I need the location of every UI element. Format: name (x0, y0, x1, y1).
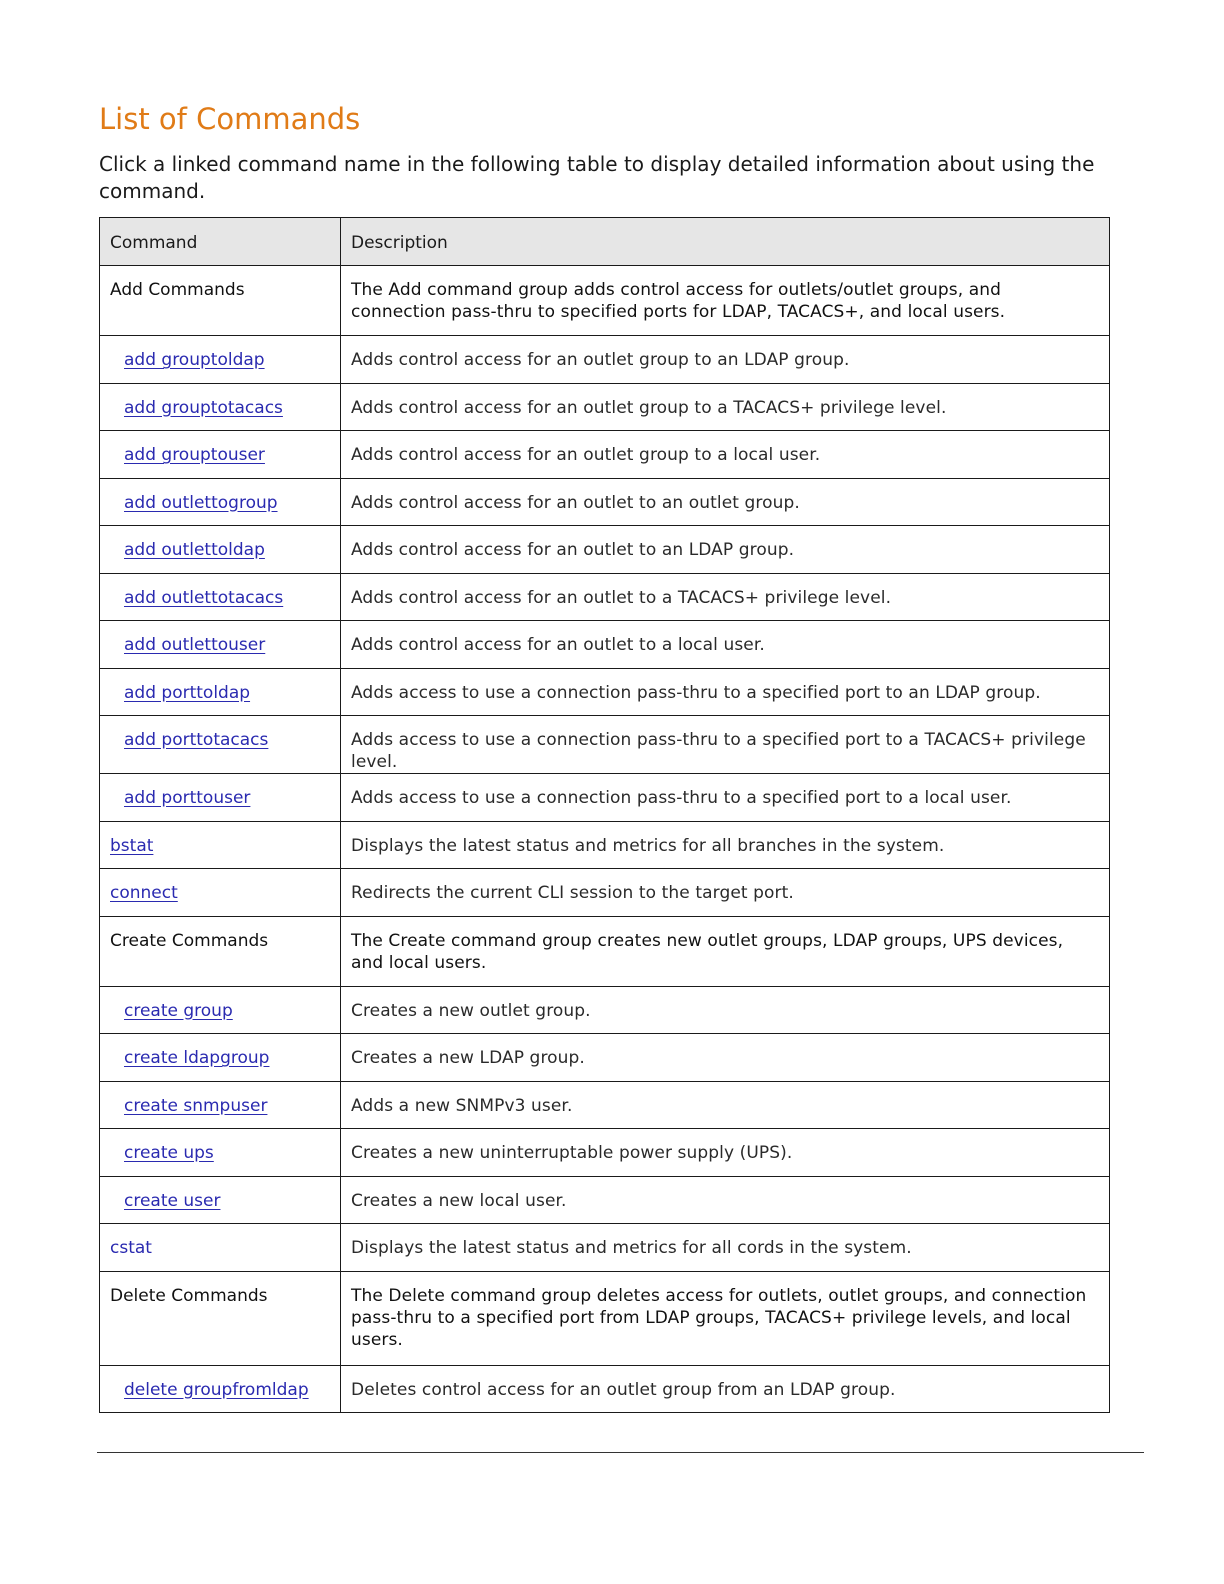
table-row (100, 716, 1110, 774)
table-row (100, 621, 1110, 669)
command-cell (100, 573, 341, 621)
command-description: Adds access to use a connection pass-thru to a specified port to a TACACS+ privilege level. (341, 716, 1110, 774)
command-link[interactable]: create group (124, 1000, 233, 1021)
table-row (100, 1034, 1110, 1082)
command-cell (100, 668, 341, 716)
command-cell (100, 431, 341, 479)
command-cell (100, 986, 341, 1034)
command-link[interactable]: add outlettotacacs (124, 587, 284, 608)
command-link[interactable]: bstat (110, 835, 154, 856)
command-description: Displays the latest status and metrics for all branches in the system. (341, 821, 1110, 869)
table-row (100, 336, 1110, 384)
command-link[interactable]: add outlettouser (124, 635, 266, 655)
command-link[interactable]: add outlettogroup (124, 492, 278, 513)
command-description: Creates a new outlet group. (341, 986, 1110, 1034)
table-row (100, 1176, 1110, 1224)
command-link[interactable]: add porttouser (124, 788, 251, 808)
table-row (100, 774, 1110, 822)
table-row (100, 869, 1110, 917)
command-cell (100, 336, 341, 384)
command-link[interactable]: add grouptotacacs (124, 397, 283, 418)
table-row (100, 478, 1110, 526)
command-cell (100, 478, 341, 526)
command-description: Adds control access for an outlet group to a TACACS+ privilege level. (341, 383, 1110, 431)
command-group-label: Delete Commands (110, 1285, 268, 1306)
command-description: Redirects the current CLI session to the target port. (341, 869, 1110, 917)
command-cell (100, 621, 341, 669)
command-description: Adds control access for an outlet to a TACACS+ privilege level. (341, 573, 1110, 621)
command-cell (100, 1224, 341, 1272)
table-row (100, 821, 1110, 869)
commands-table (99, 217, 1110, 1413)
footer-divider (97, 1452, 1144, 1453)
command-description: Creates a new uninterruptable power supply (UPS). (341, 1129, 1110, 1177)
command-link[interactable]: add outlettoldap (124, 540, 265, 560)
command-cell (100, 716, 341, 774)
command-cell (100, 526, 341, 574)
command-link[interactable]: connect (110, 883, 178, 903)
command-link[interactable]: create ldapgroup (124, 1048, 270, 1068)
command-cell (100, 1365, 341, 1413)
intro-text: Click a linked command name in the following table to display detailed information about using the command. (99, 152, 1095, 203)
command-link[interactable]: add grouptouser (124, 445, 265, 465)
command-cell (100, 774, 341, 822)
command-cell (100, 383, 341, 431)
command-description: Adds control access for an outlet to an LDAP group. (341, 526, 1110, 574)
table-row (100, 526, 1110, 574)
column-header-description: Description (341, 218, 1110, 266)
command-link[interactable]: add grouptoldap (124, 350, 265, 370)
command-link[interactable]: add porttotacacs (124, 730, 269, 750)
command-description: Adds a new SNMPv3 user. (341, 1081, 1110, 1129)
command-group-label: Add Commands (110, 280, 245, 300)
command-cell (100, 1271, 341, 1365)
command-cell (100, 266, 341, 336)
command-link[interactable]: create ups (124, 1143, 214, 1163)
command-description: Adds control access for an outlet group to an LDAP group. (341, 336, 1110, 384)
table-row (100, 1365, 1110, 1413)
table-row (100, 383, 1110, 431)
command-description: Adds access to use a connection pass-thru to a specified port to an LDAP group. (341, 668, 1110, 716)
table-row (100, 573, 1110, 621)
command-link[interactable]: create user (124, 1190, 221, 1211)
command-description: Creates a new local user. (341, 1176, 1110, 1224)
command-cell (100, 821, 341, 869)
command-link[interactable]: cstat (110, 1238, 152, 1258)
command-description: Adds access to use a connection pass-thru to a specified port to a local user. (341, 774, 1110, 822)
command-cell (100, 1176, 341, 1224)
command-description: Adds control access for an outlet to an outlet group. (341, 478, 1110, 526)
group-description: The Create command group creates new outlet groups, LDAP groups, UPS devices, and local users. (341, 916, 1110, 986)
command-cell (100, 1129, 341, 1177)
command-description: Displays the latest status and metrics for all cords in the system. (341, 1224, 1110, 1272)
group-description: The Add command group adds control access for outlets/outlet groups, and connection pass-thru to specified ports for LDAP, TACACS+, and local users. (341, 266, 1110, 336)
command-link[interactable]: delete groupfromldap (124, 1379, 309, 1400)
table-row (100, 986, 1110, 1034)
command-description: Adds control access for an outlet group to a local user. (341, 431, 1110, 479)
table-row (100, 916, 1110, 986)
column-header-command: Command (100, 218, 341, 266)
table-row (100, 1129, 1110, 1177)
command-cell (100, 1081, 341, 1129)
command-description: Creates a new LDAP group. (341, 1034, 1110, 1082)
table-row (100, 1081, 1110, 1129)
command-cell (100, 1034, 341, 1082)
command-cell (100, 869, 341, 917)
command-link[interactable]: add porttoldap (124, 682, 251, 703)
table-row (100, 668, 1110, 716)
command-link[interactable]: create snmpuser (124, 1095, 268, 1116)
table-row (100, 1271, 1110, 1365)
command-cell (100, 916, 341, 986)
table-header-row (100, 218, 1110, 266)
table-row (100, 431, 1110, 479)
table-row (100, 266, 1110, 336)
command-description: Adds control access for an outlet to a local user. (341, 621, 1110, 669)
command-description: Deletes control access for an outlet group from an LDAP group. (341, 1365, 1110, 1413)
command-group-label: Create Commands (110, 930, 269, 951)
page-title: List of Commands (99, 102, 361, 136)
group-description: The Delete command group deletes access for outlets, outlet groups, and connection pass-thru to a specified port from LDAP groups, TACACS+ privilege levels, and local users. (341, 1271, 1110, 1365)
table-row (100, 1224, 1110, 1272)
